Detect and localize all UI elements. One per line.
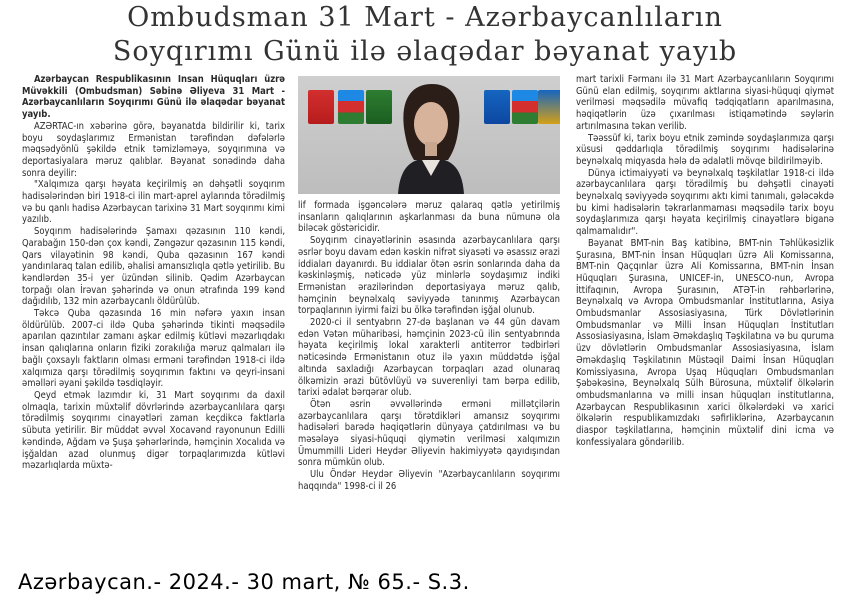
paragraph: Ötən əsrin əvvəllərində erməni millətçilərin azərbaycanlılara qarşı törətdikləri amansız soyqırımı hadisələri barədə həqiqətlərin dünyaya çatdırılması və bu məsələyə siyasi-hüquqi qiymətin verilməsi xalqımızın Ümummilli Lideri Heydər Əliyevin hakimiyyətə qayıdışından sonra mümkün olub. — [298, 398, 560, 469]
lead-paragraph: Azərbaycan Respublikasının İnsan Hüquqları üzrə Müvəkkili (Ombudsman) Səbinə Əliyeva 31 Mart - Azərbaycanlıların Soyqırımı Günü ilə əlaqədar bəyanat yayıb. — [22, 74, 285, 121]
article-column-1 — [22, 74, 285, 552]
flag-icon — [338, 90, 364, 124]
flag-icon — [512, 90, 538, 124]
paragraph: Təkcə Quba qəzasında 16 min nəfərə yaxın insan öldürülüb. 2007-ci ildə Quba şəhərində tikinti məqsədilə aparılan qazıntılar zamanı aşkar edilmiş kütləvi məzarlıqdakı insan qalıqlarına onların fiziki zorakılığa məruz qalmaları ilə bağlı çoxsaylı faktların olması erməni tərəfindən 1918-ci ildə xalqımıza qarşı törədilmiş soyqırımın faktını və qeyri-insani əməlləri əyani şəkildə təsdiqləyir. — [22, 308, 285, 390]
paragraph: Ulu Öndər Heydər Əliyevin "Azərbaycanlıların soyqırımı haqqında" 1998-ci il 26 — [298, 469, 560, 492]
paragraph: Dünya ictimaiyyəti və beynəlxalq təşkilatlar 1918-ci ildə azərbaycanlılara qarşı törədilmiş bu dəhşətli cinayəti beynəlxalq səviyyədə soyqırımı aktı kimi tanımalı, gələcəkdə bu kimi hadisələrin təkrarlanmaması məqsədilə tarix boyu soydaşlarımıza qarşı həyata keçirilmiş cinayətlərə biganə qalmamalıdır". — [576, 167, 834, 238]
paragraph: Soyqırım cinayətlərinin əsasında azərbaycanlılara qarşı əsrlər boyu davam edən kəskin nifrət siyasəti və əsassız ərazi iddiaları dayanırdı. Bu iddialar ötən əsrin sonlarında daha da kəskinləşmiş, nəticədə yüz minlərlə soydaşımız indiki Ermənistan ərazilərindən deportasiyaya məruz qalıb, həmçinin beynəlxalq səviyyədə tanınmış Azərbaycan torpaqlarının iyirmi faizi bu ölkə tərəfindən işğal olunub. — [298, 235, 560, 317]
paragraph: 2020-ci il sentyabrın 27-də başlanan və 44 gün davam edən Vətən müharibəsi, həmçinin 2023-cü ilin sentyabrında həyata keçirilmiş lokal xarakterli antiterror tədbirləri nəticəsində Ermənistanın otuz ilə yaxın müddətdə işğal altında saxladığı Azərbaycan torpaqları azad olunaraq ölkəmizin ərazi bütövlüyü və suverenliyi tam bərpa edilib, tarixi ədalət bərqərar olub. — [298, 317, 560, 399]
flag-icon — [538, 90, 560, 124]
source-citation: Azərbaycan.- 2024.- 30 mart, № 65.- S.3. — [18, 570, 470, 594]
ombudsman-photo — [298, 76, 560, 194]
paragraph: lif formada işgəncələrə məruz qalaraq qətlə yetirilmiş insanların qalıqlarının aşkarlanması da buna nümunə ola biləcək göstəricidir. — [298, 200, 560, 235]
paragraph: Soyqırım hadisələrində Şamaxı qəzasının 110 kəndi, Qarabağın 150-dən çox kəndi, Zəngəzur qəzasının 115 kəndi, Qars vilayətinin 98 kəndi, Quba qəzasının 167 kəndi yandırılaraq talan edilib, əhalisi amansızlıqla qətlə yetirilib. Bu kəndlərdən 35-i yer üzündən silinib. Qədim Azərbaycan torpağı olan İrəvan şəhərində və onun ətrafında 199 kənd dağıdılıb, 132 min azərbaycanlı öldürülüb. — [22, 226, 285, 308]
portrait-icon — [382, 80, 480, 194]
paragraph: "Xalqımıza qarşı həyata keçirilmiş ən dəhşətli soyqırım hadisələrindən biri 1918-ci ilin mart-aprel aylarında törədilmiş və bu qanlı hadisə Azərbaycan tarixinə 31 Mart soyqırımı kimi yazılıb. — [22, 179, 285, 226]
headline-line-2: Soyqırımı Günü ilə əlaqədar bəyanat yayıb — [112, 36, 738, 67]
paragraph: Qeyd etmək lazımdır ki, 31 Mart soyqırımı da daxil olmaqla, tarixin müxtəlif dövrlərində azərbaycanlılara qarşı törədilmiş soyqırımı cinayətləri zaman keçdikcə faktlarla sübuta yetirilir. Bir müddət əvvəl Xocavənd rayonunun Edilli kəndində, Ağdam və Şuşa şəhərlərində, həmçinin Xocalıda və işğaldan azad olunmuş digər torpaqlarımızda kütləvi məzarlıqlarda müxtə- — [22, 389, 285, 472]
article-column-2 — [298, 200, 560, 552]
flag-icon — [308, 90, 334, 124]
paragraph: AZƏRTAC-ın xəbərinə görə, bəyanatda bildirilir ki, tarix boyu soydaşlarımız Ermənistan tərəfindən dəfələrlə məqsədyönlü şəkildə etnik təmizləməyə, soyqırımına və deportasiyalara məruz qalıblar. Bəyanat sonədində daha sonra deyilir: — [22, 120, 285, 179]
paragraph: Bəyanat BMT-nin Baş katibinə, BMT-nin Təhlükəsizlik Şurasına, BMT-nin İnsan Hüquqları üzrə Ali Komissarına, BMT-nin Qaçqınlar üzrə Ali Komissarına, BMT-nin İnsan Hüquqları Şurasına, UNICEF-in, UNESCO-nun, Avropa İttifaqının, Avropa Şurasının, ATƏT-in rəhbərlərinə, Beynəlxalq və Avropa Ombudsmanlar İnstitutlarına, Asiya Ombudsmanlar Assosiasiyasına, Türk Dövlətlərinin Ombudsmanlar və Milli İnsan Hüquqları İnstitutları Assosiasiyasına, İslam Əməkdaşlıq Təşkilatına və bu quruma üzv dövlətlərin Ombudsmanlar Assosiasiyasına, İslam Əməkdaşlıq Təşkilatının Müstəqil Daimi İnsan Hüquqları Komissiyasına, Avropa Uşaq Hüquqları Ombudsmanları Şəbəkəsinə, Beynəlxalq Sülh Bürosuna, müxtəlif ölkələrin ombudsmanlarına və milli insan hüquqları institutlarına, Azərbaycan Respublikasının xarici ölkələrdəki və xarici ölkələrin respublikamızdakı səfirliklərinə, Azərbaycanın diaspor təşkilatlarına, həmçinin müxtəlif dini icma və konfessiyalara göndərilib. — [576, 237, 834, 448]
flag-icon — [484, 90, 510, 124]
paragraph: mart tarixli Fərmanı ilə 31 Mart Azərbaycanlıların Soyqırımı Günü elan edilmiş, soyqırımı aktlarına siyasi-hüquqi qiymət verilməsi məqsədilə müvafiq tədqiqatların aparılmasına, həqiqətlərin üzə çıxarılması istiqamətində səylərin artırılmasına təkan verilib. — [576, 74, 834, 132]
headline-line-1: Ombudsman 31 Mart - Azərbaycanlıların — [127, 2, 723, 33]
article-column-3 — [576, 74, 834, 552]
paragraph: Təəssüf ki, tarix boyu etnik zəmində soydaşlarımıza qarşı xüsusi qəddarlıqla törədilmiş soyqırımı hadisələrinə beynəlxalq miqyasda hələ də ədalətli mövqe bildirilməyib. — [576, 132, 834, 167]
